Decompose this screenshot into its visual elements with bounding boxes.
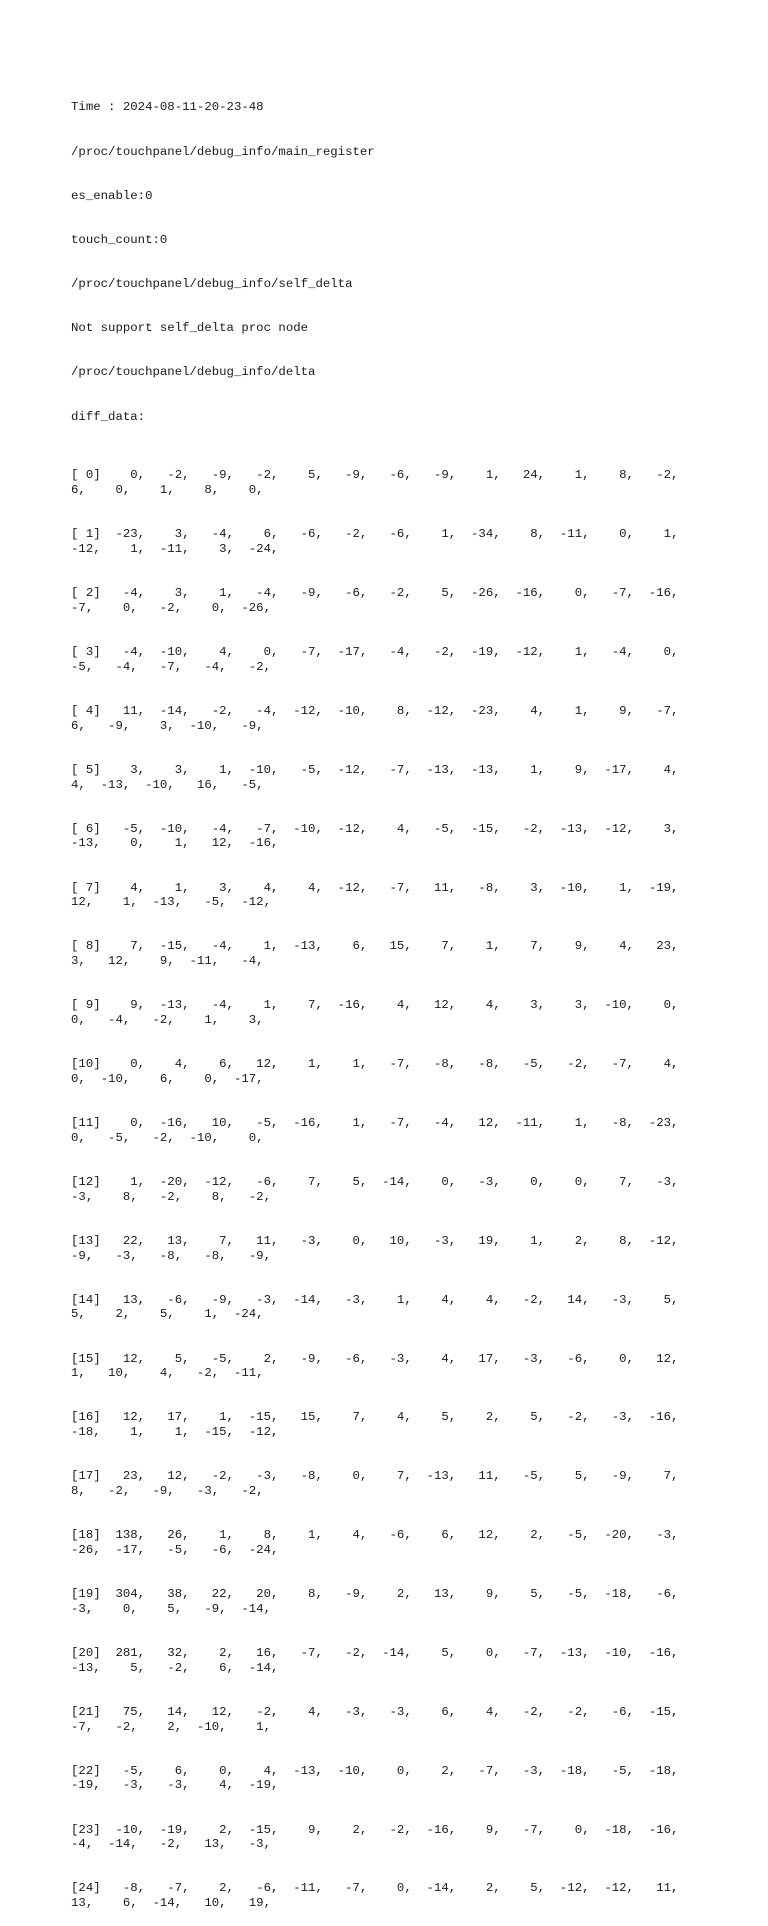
diff-row-continuation: 4, -13, -10, 16, -5, <box>71 777 264 792</box>
diff-row-continuation: 0, -5, -2, -10, 0, <box>71 1130 264 1145</box>
diff-row-continuation: 1, 10, 4, -2, -11, <box>71 1366 264 1381</box>
diff-row-values: [ 2] -4, 3, 1, -4, -9, -6, -2, 5, -26, -16, 0, -7, -16, <box>71 586 679 601</box>
diff-row <box>71 1705 711 1734</box>
diff-row <box>71 1823 711 1852</box>
diff-row-continuation: -13, 5, -2, 6, -14, <box>71 1660 279 1675</box>
diff-row <box>71 586 711 615</box>
touch-count-line: touch_count:0 <box>71 232 168 247</box>
diff-row <box>71 1293 711 1322</box>
diff-row-continuation: 3, 12, 9, -11, -4, <box>71 954 264 969</box>
diff-row <box>71 1764 711 1793</box>
diff-row <box>71 1234 711 1263</box>
diff-row <box>71 1175 711 1204</box>
main-register-path: /proc/touchpanel/debug_info/main_register <box>71 144 375 159</box>
diff-row-values: [19] 304, 38, 22, 20, 8, -9, 2, 13, 9, 5, -5, -18, -6, <box>71 1587 679 1602</box>
diff-row <box>71 998 711 1027</box>
diff-row-values: [14] 13, -6, -9, -3, -14, -3, 1, 4, 4, -2, 14, -3, 5, <box>71 1292 679 1307</box>
diff-row-values: [18] 138, 26, 1, 8, 1, 4, -6, 6, 12, 2, -5, -20, -3, <box>71 1528 679 1543</box>
diff-row-continuation: -19, -3, -3, 4, -19, <box>71 1778 279 1793</box>
diff-row <box>71 1352 711 1381</box>
diff-row-continuation: -12, 1, -11, 3, -24, <box>71 542 279 556</box>
timestamp-line: Time : 2024-08-11-20-23-48 <box>71 100 264 115</box>
self-delta-message: Not support self_delta proc node <box>71 321 309 336</box>
diff-row-values: [ 0] 0, -2, -9, -2, 5, -9, -6, -9, 1, 24, 1, 8, -2, <box>71 468 679 483</box>
diff-row-continuation: 8, -2, -9, -3, -2, <box>71 1484 264 1498</box>
es-enable-line: es_enable:0 <box>71 188 153 203</box>
diff-row <box>71 1881 711 1910</box>
diff-row <box>71 1587 711 1616</box>
diff-row <box>71 1116 711 1145</box>
diff-row-continuation: -3, 0, 5, -9, -14, <box>71 1601 272 1616</box>
diff-row-values: [15] 12, 5, -5, 2, -9, -6, -3, 4, 17, -3, -6, 0, 12, <box>71 1351 679 1366</box>
diff-row-continuation: -4, -14, -2, 13, -3, <box>71 1837 272 1852</box>
diff-row <box>71 822 711 851</box>
diff-row <box>71 1410 711 1439</box>
diff-row-continuation: 0, -4, -2, 1, 3, <box>71 1013 264 1027</box>
diff-row <box>71 939 711 968</box>
diff-row-continuation: -5, -4, -7, -4, -2, <box>71 659 272 674</box>
diff-row-continuation: -18, 1, 1, -15, -12, <box>71 1425 279 1440</box>
diff-row <box>71 1528 711 1557</box>
diff-row-continuation: 6, 0, 1, 8, 0, <box>71 483 264 498</box>
diff-row-values: [ 6] -5, -10, -4, -7, -10, -12, 4, -5, -15, -2, -13, -12, 3, <box>71 821 679 836</box>
diff-row-values: [ 7] 4, 1, 3, 4, 4, -12, -7, 11, -8, 3, -10, 1, -19, <box>71 880 679 895</box>
diff-row-values: [13] 22, 13, 7, 11, -3, 0, 10, -3, 19, 1, 2, 8, -12, <box>71 1233 679 1248</box>
self-delta-path: /proc/touchpanel/debug_info/self_delta <box>71 277 353 292</box>
diff-row-values: [ 3] -4, -10, 4, 0, -7, -17, -4, -2, -19, -12, 1, -4, 0, <box>71 645 679 660</box>
diff-row-continuation: -7, 0, -2, 0, -26, <box>71 600 272 615</box>
diff-row-values: [12] 1, -20, -12, -6, 7, 5, -14, 0, -3, 0, 0, 7, -3, <box>71 1174 679 1189</box>
diff-row-values: [11] 0, -16, 10, -5, -16, 1, -7, -4, 12, -11, 1, -8, -23, <box>71 1116 679 1131</box>
diff-row-values: [21] 75, 14, 12, -2, 4, -3, -3, 6, 4, -2, -2, -6, -15, <box>71 1704 679 1719</box>
delta-path: /proc/touchpanel/debug_info/delta <box>71 365 316 380</box>
diff-row-values: [ 4] 11, -14, -2, -4, -12, -10, 8, -12, -23, 4, 1, 9, -7, <box>71 703 679 718</box>
diff-row <box>71 645 711 674</box>
diff-row-values: [22] -5, 6, 0, 4, -13, -10, 0, 2, -7, -3, -18, -5, -18, <box>71 1763 679 1778</box>
diff-row-continuation: -7, -2, 2, -10, 1, <box>71 1719 272 1734</box>
diff-row-values: [ 9] 9, -13, -4, 1, 7, -16, 4, 12, 4, 3, 3, -10, 0, <box>71 998 679 1013</box>
diff-row <box>71 881 711 910</box>
diff-row-continuation: 0, -10, 6, 0, -17, <box>71 1071 264 1086</box>
diff-row-continuation: -9, -3, -8, -8, -9, <box>71 1248 272 1263</box>
diff-row-values: [ 5] 3, 3, 1, -10, -5, -12, -7, -13, -13, 1, 9, -17, 4, <box>71 762 679 777</box>
diff-row-values: [ 1] -23, 3, -4, 6, -6, -2, -6, 1, -34, 8, -11, 0, 1, <box>71 527 679 542</box>
diff-row-values: [23] -10, -19, 2, -15, 9, 2, -2, -16, 9, -7, 0, -18, -16, <box>71 1822 679 1837</box>
diff-row <box>71 527 711 556</box>
log-document <box>71 71 711 1926</box>
diff-row-values: [16] 12, 17, 1, -15, 15, 7, 4, 5, 2, 5, -2, -3, -16, <box>71 1410 679 1425</box>
diff-row-values: [ 8] 7, -15, -4, 1, -13, 6, 15, 7, 1, 7, 9, 4, 23, <box>71 939 679 954</box>
diff-row <box>71 1057 711 1086</box>
diff-row-continuation: -26, -17, -5, -6, -24, <box>71 1542 279 1557</box>
diff-row-continuation: 12, 1, -13, -5, -12, <box>71 895 272 910</box>
diff-row-values: [17] 23, 12, -2, -3, -8, 0, 7, -13, 11, -5, 5, -9, 7, <box>71 1469 679 1484</box>
diff-row-values: [24] -8, -7, 2, -6, -11, -7, 0, -14, 2, 5, -12, -12, 11, <box>71 1881 679 1896</box>
diff-row-continuation: 6, -9, 3, -10, -9, <box>71 718 264 733</box>
diff-row-values: [10] 0, 4, 6, 12, 1, 1, -7, -8, -8, -5, -2, -7, 4, <box>71 1057 679 1072</box>
diff-row-continuation: 5, 2, 5, 1, -24, <box>71 1307 264 1322</box>
diff-row-continuation: -3, 8, -2, 8, -2, <box>71 1189 272 1204</box>
diff-row-values: [20] 281, 32, 2, 16, -7, -2, -14, 5, 0, -7, -13, -10, -16, <box>71 1645 679 1660</box>
diff-row-continuation: 13, 6, -14, 10, 19, <box>71 1896 272 1911</box>
diff-row <box>71 763 711 792</box>
diff-data-label: diff_data: <box>71 409 146 424</box>
diff-row <box>71 468 711 497</box>
diff-row-continuation: -13, 0, 1, 12, -16, <box>71 836 279 851</box>
diff-row <box>71 704 711 733</box>
diff-row <box>71 1469 711 1498</box>
diff-row <box>71 1646 711 1675</box>
